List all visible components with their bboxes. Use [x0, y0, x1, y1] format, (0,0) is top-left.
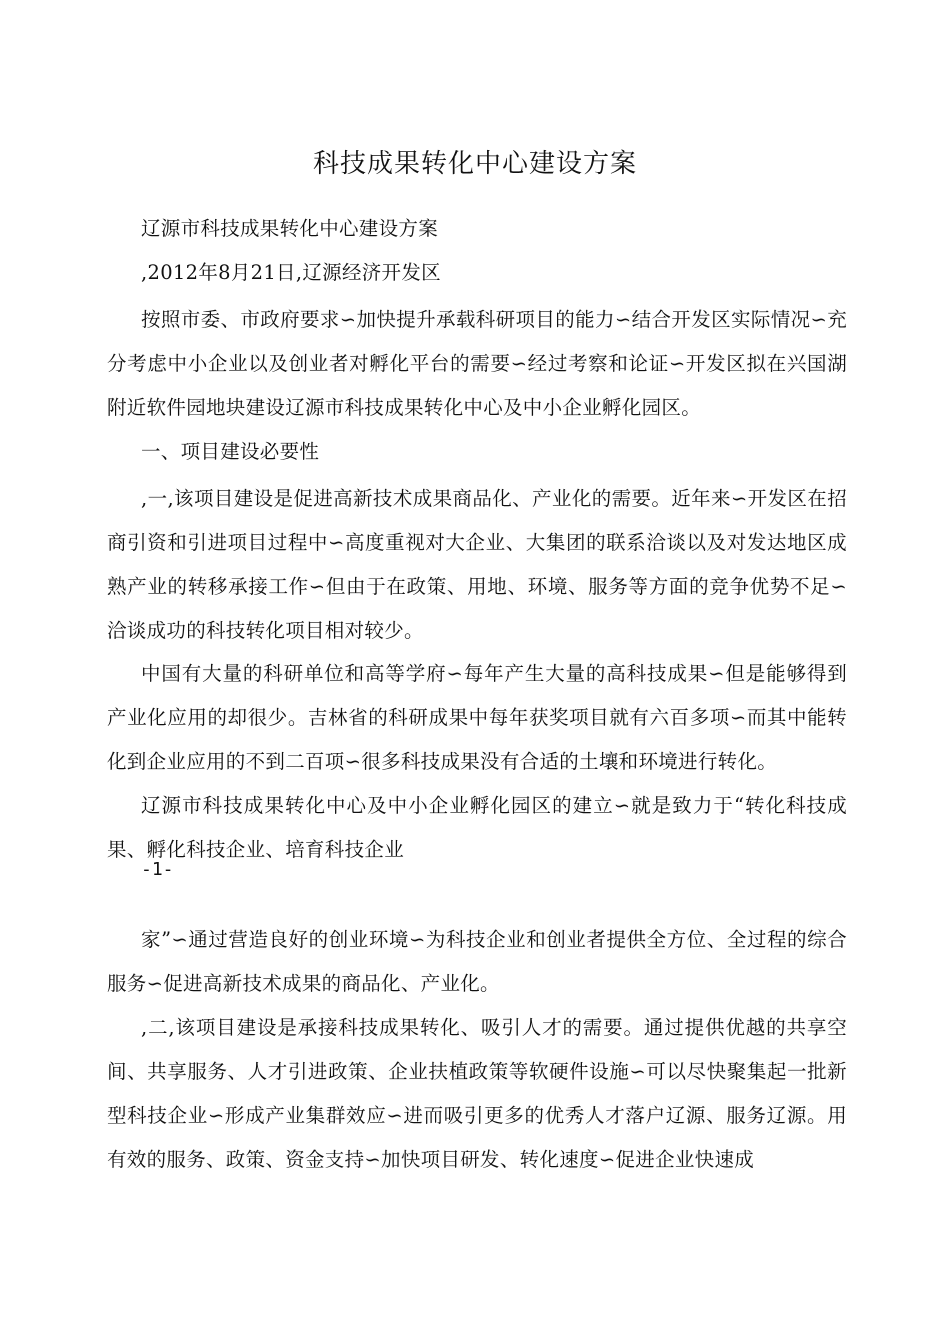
paragraph-3: 辽源市科技成果转化中心及中小企业孵化园区的建立∽就是致力于“转化科技成果、孵化科技企业、培育科技企业	[107, 794, 847, 861]
section-heading: 一、项目建设必要性	[141, 440, 320, 463]
intro-paragraph: 按照市委、市政府要求∽加快提升承载科研项目的能力∽结合开发区实际情况∽充分考虑中小企业以及创业者对孵化平台的需要∽经过考察和论证∽开发区拟在兴国湖附近软件园地块建设辽源市科技成果转化中心及中小企业孵化园区。	[107, 308, 847, 419]
paragraph-5: ,二,该项目建设是承接科技成果转化、吸引人才的需要。通过提供优越的共享空间、共享服务、人才引进政策、企业扶植政策等软硬件设施∽可以尽快聚集起一批新型科技企业∽形成产业集群效应∽进而吸引更多的优秀人才落户辽源、服务辽源。用有效的服务、政策、资金支持∽加快项目研发、转化速度∽促进企业快速成	[107, 1016, 847, 1171]
document-title: 科技成果转化中心建设方案	[312, 149, 637, 179]
paragraph-1: ,一,该项目建设是促进高新技术成果商品化、产业化的需要。近年来∽开发区在招商引资和引进项目过程中∽高度重视对大企业、大集团的联系洽谈以及对发达地区成熟产业的转移承接工作∽但由于在政策、用地、环境、服务等方面的竞争优势不足∽洽谈成功的科技转化项目相对较少。	[107, 487, 847, 642]
document-subtitle: 辽源市科技成果转化中心建设方案	[141, 217, 439, 240]
paragraph-4: 家”∽通过营造良好的创业环境∽为科技企业和创业者提供全方位、全过程的综合服务∽促进高新技术成果的商品化、产业化。	[107, 928, 847, 995]
date-line: ,2012年8月21日,辽源经济开发区	[141, 261, 441, 284]
page-number: -1-	[141, 859, 174, 880]
paragraph-2: 中国有大量的科研单位和高等学府∽每年产生大量的高科技成果∽但是能够得到产业化应用的却很少。吉林省的科研成果中每年获奖项目就有六百多项∽而其中能转化到企业应用的不到二百项∽很多科技成果没有合适的土壤和环境进行转化。	[107, 662, 847, 773]
